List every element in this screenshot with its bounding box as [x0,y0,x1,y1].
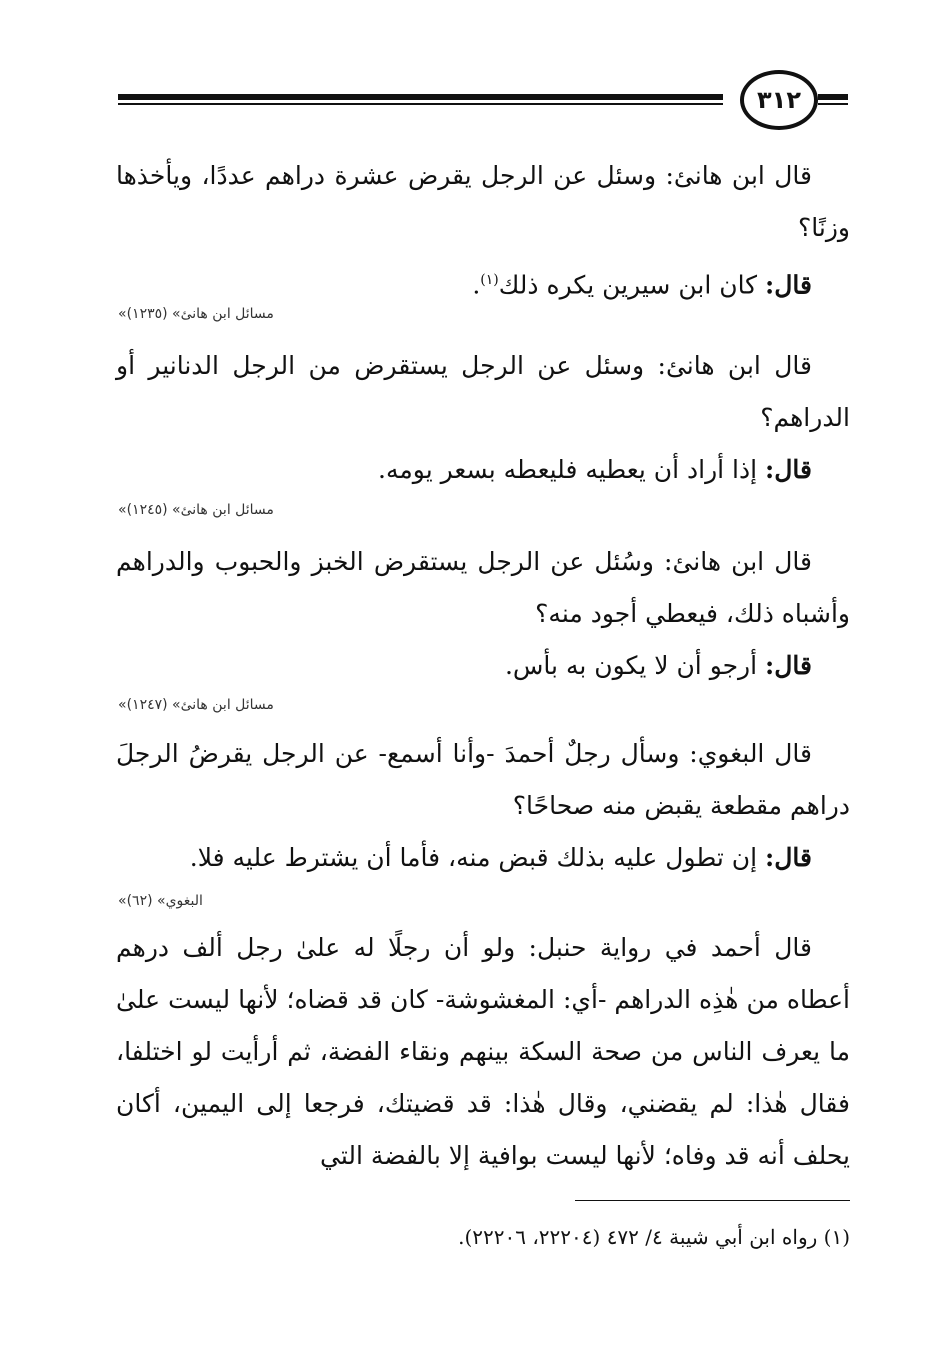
footnote-ref: (١) [480,272,499,288]
footnote [116,1222,850,1252]
final-paragraph-block [116,922,850,1182]
header-rule-right-thick [818,94,848,100]
answer-label: قال: [765,843,812,872]
answer-text: إذا أراد أن يعطيه فليعطه بسعر يومه. [378,455,766,484]
source-citation: «مسائل ابن هانئ» (١٢٣٥) [118,306,274,322]
final-paragraph: قال أحمد في رواية حنبل: ولو أن رجلًا له علىٰ رجل ألف درهم أعطاه من هٰذِه الدراهم -أي: المغشوشة- كان قد قضاه؛ لأنها ليست علىٰ ما يعرف الناس من صحة السكة بينهم ونقاء الفضة، ثم أرأيت لو اختلفا، فقال هٰذا: لم يقضني، وقال هٰذا: قد قضيتك، فرجعا إلى اليمين، أكان يحلف أنه قد وفاه؛ لأنها ليست بوافية إلا بالفضة التي [116,933,850,1170]
source-citation: «البغوي» (٦٢) [118,893,203,909]
page-number: ٣١٢ [740,70,818,130]
section-1 [116,150,850,311]
question-paragraph: قال البغوي: وسأل رجلٌ أحمدَ -وأنا أسمع- عن الرجل يقرضُ الرجلَ دراهم مقطعة يقبض منه صحاحًا؟ [116,739,850,820]
question-paragraph: قال ابن هانئ: وسئل عن الرجل يقرض عشرة دراهم عددًا، ويأخذها وزنًا؟ [116,161,850,242]
answer-text: إن تطول عليه بذلك قبض منه، فأما أن يشترط عليه فلا. [189,843,766,872]
question-paragraph: قال ابن هانئ: وسُئل عن الرجل يستقرض الخبز والحبوب والدراهم وأشباه ذلك، فيعطي أجود منه؟ [116,547,850,628]
answer-paragraph [116,444,850,496]
source-citation: «مسائل ابن هانئ» (١٢٤٧) [118,697,274,713]
header-rule-thick [118,94,723,100]
section-2 [116,340,850,496]
answer-label: قال: [765,455,812,484]
answer-text: أرجو أن لا يكون به بأس. [504,651,766,680]
answer-paragraph [116,254,850,311]
answer-end: . [472,270,481,300]
section-4 [116,728,850,884]
footnote-text: رواه ابن أبي شيبة ٤/ ٤٧٢ (٢٢٢٠٤، ٢٢٢٠٦). [458,1225,818,1249]
question-paragraph: قال ابن هانئ: وسئل عن الرجل يستقرض من الرجل الدنانير أو الدراهم؟ [116,351,850,432]
page-header [118,68,848,138]
answer-text: كان ابن سيرين يكره ذلك [498,270,766,300]
answer-paragraph [116,832,850,884]
answer-label: قال: [765,270,812,300]
footnote-marker: (١) [823,1225,850,1249]
header-rule-right-thin [818,103,848,105]
answer-label: قال: [765,651,812,680]
section-3 [116,536,850,692]
answer-paragraph [116,640,850,692]
footnote-separator [575,1200,850,1201]
source-citation: «مسائل ابن هانئ» (١٢٤٥) [118,502,274,518]
header-rule-thin [118,103,723,105]
